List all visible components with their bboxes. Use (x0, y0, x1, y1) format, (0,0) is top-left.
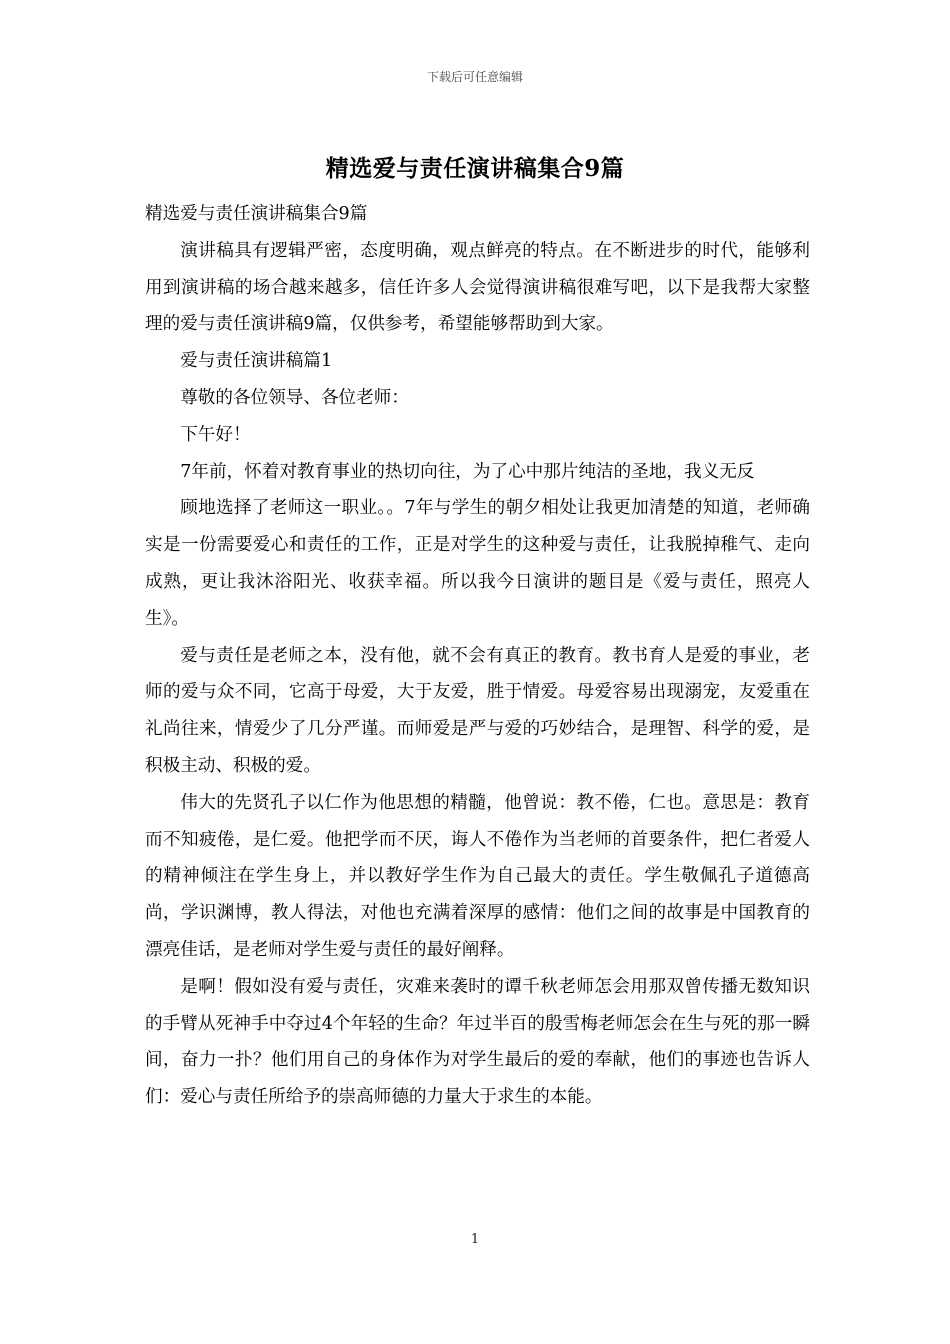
paragraph: 7年前，怀着对教育事业的热切向往，为了心中那片纯洁的圣地，我义无反 (180, 461, 755, 482)
paragraph: 伟大的先贤孔子以仁作为他思想的精髓，他曾说：教不倦，仁也。意思是：教育而不知疲倦，是仁爱。他把学而不厌，诲人不倦作为当老师的首要条件，把仁者爱人的精神倾注在学生身上，并以教好学生作为自己最大的责任。学生敬佩孔子道德高尚，学识渊博，教人得法，对他也充满着深厚的感情：他们之间的故事是中国教育的漂亮佳话，是老师对学生爱与责任的最好阐释。 (145, 792, 810, 960)
document-body (145, 196, 810, 1116)
document-subtitle: 精选爱与责任演讲稿集合9篇 (145, 204, 368, 224)
paragraph-intro: 演讲稿具有逻辑严密，态度明确，观点鲜亮的特点。在不断进步的时代，能够利用到演讲稿的场合越来越多，信任许多人会觉得演讲稿很难写吧，以下是我帮大家整理的爱与责任演讲稿9篇，仅供参考，希望能够帮助到大家。 (145, 240, 810, 335)
salutation: 尊敬的各位领导、各位老师： (180, 387, 409, 408)
page-number: 1 (470, 1232, 480, 1247)
page-header: 下载后可任意编辑 (426, 70, 523, 84)
paragraph: 爱与责任是老师之本，没有他，就不会有真正的教育。教书育人是爱的事业，老师的爱与众不同，它高于母爱，大于友爱，胜于情爱。母爱容易出现溺宠，友爱重在礼尚往来，情爱少了几分严谨。而师爱是严与爱的巧妙结合，是理智、科学的爱，是积极主动、积极的爱。 (145, 645, 810, 776)
paragraph: 顾地选择了老师这一职业。。7年与学生的朝夕相处让我更加清楚的知道，老师确实是一份需要爱心和责任的工作，正是对学生的这种爱与责任，让我脱掉稚气、走向成熟，更让我沐浴阳光、收获幸福。所以我今日演讲的题目是《爱与责任，照亮人生》。 (145, 498, 810, 629)
document-title: 精选爱与责任演讲稿集合9篇 (325, 155, 625, 182)
paragraph: 是啊！假如没有爱与责任，灾难来袭时的谭千秋老师怎会用那双曾传播无数知识的手臂从死神手中夺过4个年轻的生命？年过半百的殷雪梅老师怎会在生与死的那一瞬间，奋力一扑？他们用自己的身体作为对学生最后的爱的奉献，他们的事迹也告诉人们：爱心与责任所给予的崇高师德的力量大于求生的本能。 (145, 976, 810, 1108)
greeting: 下午好！ (180, 424, 251, 445)
section-heading: 爱与责任演讲稿篇1 (180, 351, 333, 372)
